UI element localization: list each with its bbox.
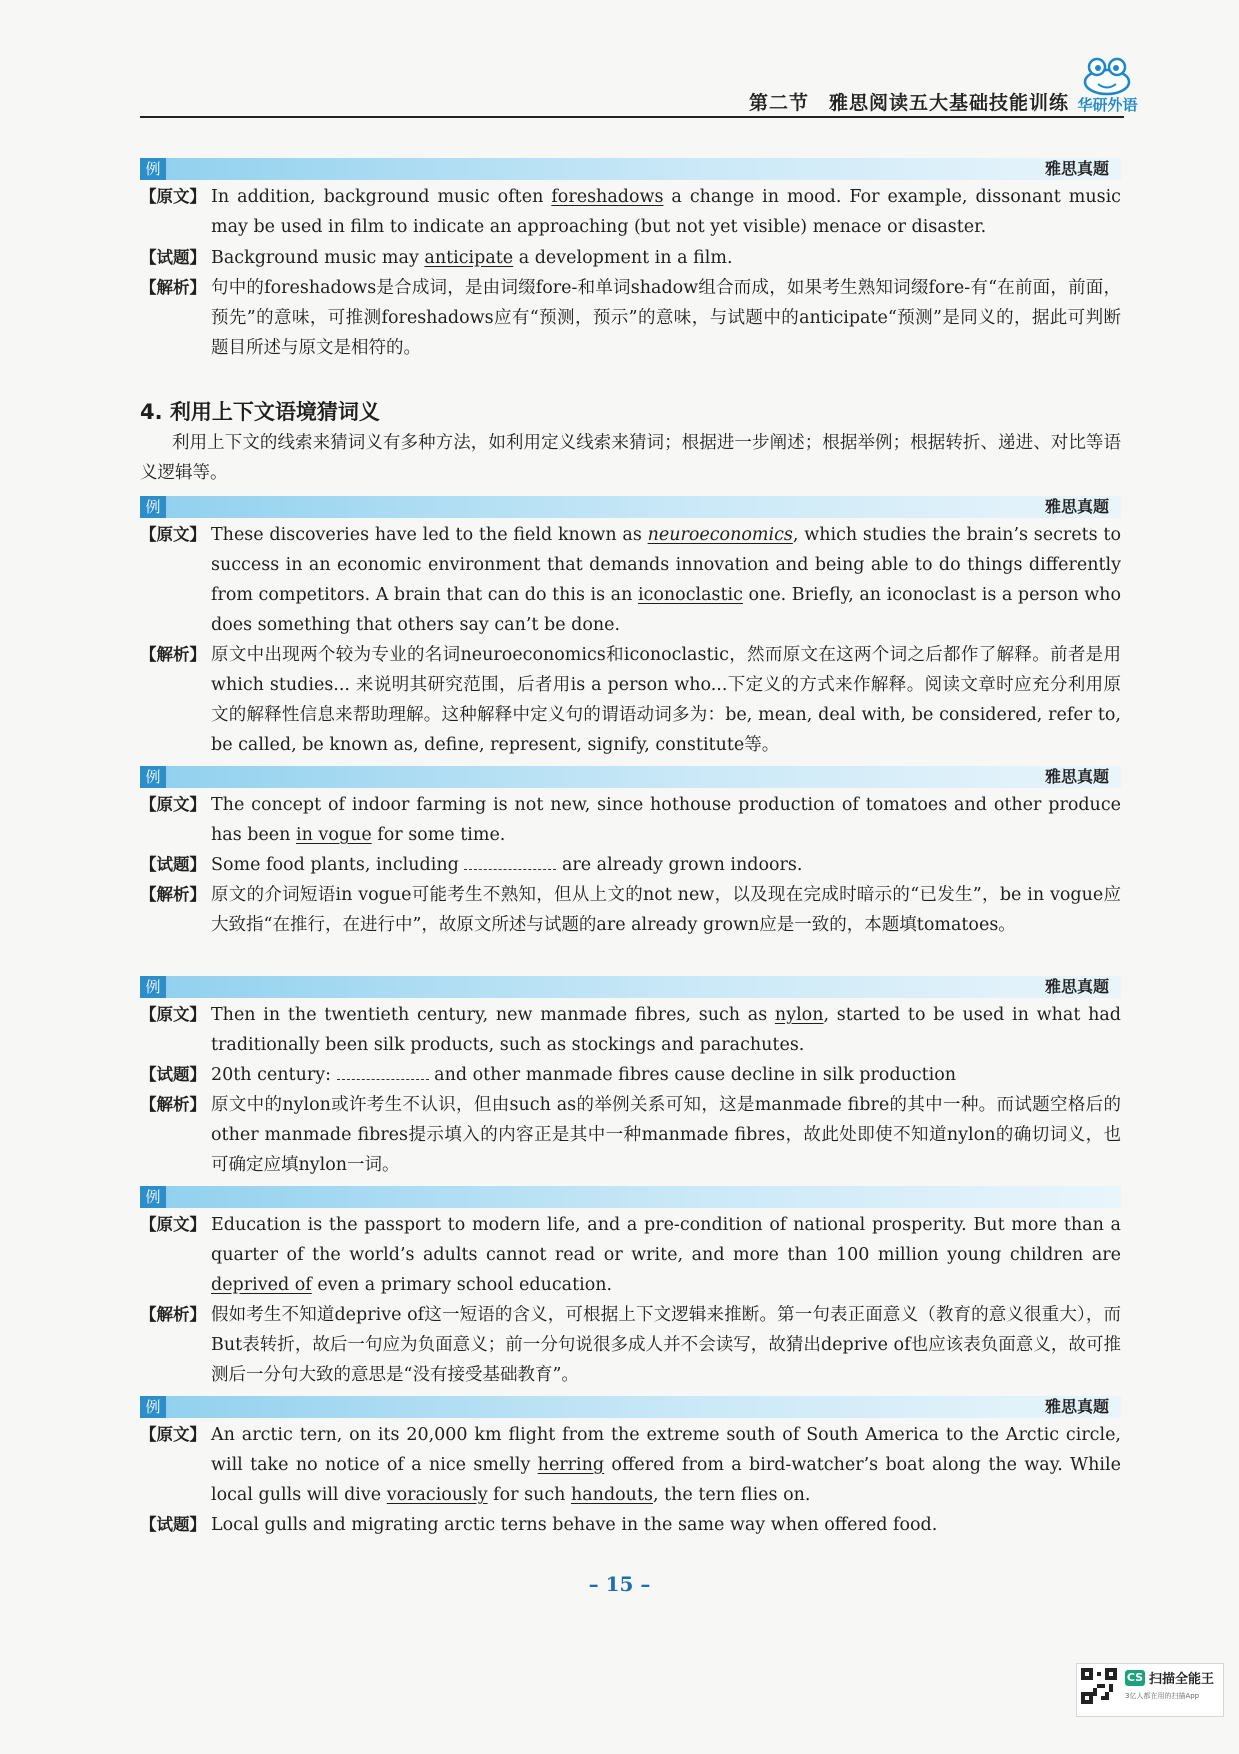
original-label: 【原文】: [140, 1215, 206, 1234]
analysis-label: 【解析】: [140, 645, 206, 664]
original-text: An arctic tern, on its 20,000 km flight from the extreme south of South America to the Arctic circle, will take no notice of a nice smelly herring offered from a bird-watcher’s boat along the way. While local gulls will dive voraciously for such handouts, the tern flies on.: [211, 1425, 1121, 1505]
source-label: 雅思真题: [1044, 497, 1109, 516]
original-text-row: [140, 1210, 1121, 1300]
question-text: Some food plants, including are already grown indoors.: [211, 855, 803, 875]
original-label: 【原文】: [140, 1005, 206, 1024]
example-tag: 例: [140, 1186, 166, 1208]
question-text-row: [140, 1510, 1121, 1540]
analysis-text: 原文中的nylon或许考生不认识，但由such as的举例关系可知，这是manmade fibre的其中一种。而试题空格后的other manmade fibres提示填入的内容正是其中一种manmade fibres，故此处即使不知道nylon的确切词义，也可确定应填nylon一词。: [211, 1095, 1121, 1175]
original-text: The concept of indoor farming is not new, since hothouse production of tomatoes and other produce has been in vogue for some time.: [211, 795, 1121, 845]
analysis-label: 【解析】: [140, 1095, 206, 1114]
original-text: Education is the passport to modern life, and a pre-condition of national prosperity. But more than a quarter of the world’s adults cannot read or write, and more than 100 million young children are deprived of even a primary school education.: [211, 1215, 1121, 1295]
original-text: Then in the twentieth century, new manmade fibres, such as nylon, started to be used in what had traditionally been silk products, such as stockings and parachutes.: [211, 1005, 1121, 1055]
analysis-text: 原文中出现两个较为专业的名词neuroeconomics和iconoclastic，然而原文在这两个词之后都作了解释。前者是用which studies... 来说明其研究范围，后者用is a person who...下定义的方式来作解释。阅读文章时应充分利用原文的解释性信息来帮助理解。这种解释中定义句的谓语动词多为：be, mean, deal with, be considered, refer to, be called, be known as, define, represent, signify, constitute等。: [211, 645, 1121, 755]
example-bar: [140, 158, 1121, 180]
analysis-text-row: [140, 1300, 1121, 1390]
original-label: 【原文】: [140, 1425, 206, 1444]
analysis-label: 【解析】: [140, 278, 206, 297]
question-text-row: [140, 1060, 1121, 1090]
question-text: Local gulls and migrating arctic terns behave in the same way when offered food.: [211, 1515, 938, 1535]
scanner-name: 扫描全能王: [1149, 1672, 1215, 1687]
scanner-tagline: 3亿人都在用的扫描App: [1125, 1692, 1200, 1700]
original-label: 【原文】: [140, 187, 206, 206]
example-tag: 例: [140, 158, 166, 180]
example-bar: [140, 766, 1121, 788]
analysis-text: 原文的介词短语in vogue可能考生不熟知，但从上文的not new，以及现在完成时暗示的“已发生”，be in vogue应大致指“在推行，在进行中”，故原文所述与试题的are already grown应是一致的，本题填tomatoes。: [211, 885, 1121, 935]
frog-mascot-icon: [1070, 56, 1145, 96]
example-bar: [140, 496, 1121, 518]
source-label: 雅思真题: [1044, 1397, 1109, 1416]
question-text-row: [140, 850, 1121, 880]
section-heading: 4. 利用上下文语境猜词义: [140, 400, 380, 424]
source-label: 雅思真题: [1044, 159, 1109, 178]
example-tag: 例: [140, 1396, 166, 1418]
question-text: 20th century: and other manmade fibres cause decline in silk production: [211, 1065, 957, 1085]
example-tag: 例: [140, 976, 166, 998]
analysis-text-row: [140, 640, 1121, 760]
answer-blank: [337, 1065, 429, 1080]
header-rule: [140, 116, 1124, 118]
original-text-row: [140, 1420, 1121, 1510]
question-text-row: [140, 243, 1121, 273]
analysis-text-row: [140, 273, 1121, 363]
original-text: These discoveries have led to the field known as neuroeconomics, which studies the brain’s secrets to success in an economic environment that demands innovation and being able to do things differently from competitors. A brain that can do this is an iconoclastic one. Briefly, an iconoclast is a person who does something that others say can’t be done.: [211, 525, 1121, 635]
example-bar: [140, 1186, 1121, 1208]
question-label: 【试题】: [140, 248, 206, 267]
question-text: Background music may anticipate a development in a film.: [211, 248, 733, 268]
original-text-row: [140, 182, 1121, 242]
original-label: 【原文】: [140, 525, 206, 544]
question-label: 【试题】: [140, 1065, 206, 1084]
qr-code-icon: [1081, 1668, 1117, 1704]
page-header: [0, 0, 1239, 120]
example-tag: 例: [140, 766, 166, 788]
example-bar: [140, 1396, 1121, 1418]
analysis-label: 【解析】: [140, 885, 206, 904]
analysis-label: 【解析】: [140, 1305, 206, 1324]
example-bar: [140, 976, 1121, 998]
scanner-watermark: [1076, 1663, 1224, 1717]
analysis-text-row: [140, 880, 1121, 940]
original-label: 【原文】: [140, 795, 206, 814]
original-text-row: [140, 790, 1121, 850]
answer-blank: [464, 855, 556, 870]
publisher-logo: [1070, 56, 1145, 112]
chapter-title: 第二节 雅思阅读五大基础技能训练: [748, 92, 1069, 114]
analysis-text: 句中的foreshadows是合成词，是由词缀fore-和单词shadow组合而成，如果考生熟知词缀fore-有“在前面，前面，预先”的意味，可推测foreshadows应有“预测，预示”的意味，与试题中的anticipate“预测”是同义的，据此可判断题目所述与原文是相符的。: [211, 278, 1121, 358]
logo-text: 华研外语: [1077, 96, 1138, 114]
question-label: 【试题】: [140, 1515, 206, 1534]
analysis-text: 假如考生不知道deprive of这一短语的含义，可根据上下文逻辑来推断。第一句表正面意义（教育的意义很重大），而But表转折，故后一句应为负面意义；前一分句说很多成人并不会读写，故猜出deprive of也应该表负面意义，故可推测后一分句大致的意思是“没有接受基础教育”。: [211, 1305, 1121, 1385]
source-label: 雅思真题: [1044, 767, 1109, 786]
original-text-row: [140, 1000, 1121, 1060]
question-label: 【试题】: [140, 855, 206, 874]
page-number: – 15 –: [588, 1572, 651, 1596]
camscanner-icon: CS: [1126, 1671, 1144, 1684]
source-label: 雅思真题: [1044, 977, 1109, 996]
section-intro: 利用上下文的线索来猜词义有多种方法，如利用定义线索来猜词；根据进一步阐述；根据举例；根据转折、递进、对比等语义逻辑等。: [140, 433, 1121, 483]
original-text-row: [140, 520, 1121, 640]
analysis-text-row: [140, 1090, 1121, 1180]
original-text: In addition, background music often foreshadows a change in mood. For example, dissonant music may be used in film to indicate an approaching (but not yet visible) menace or disaster.: [211, 187, 1121, 237]
example-tag: 例: [140, 496, 166, 518]
